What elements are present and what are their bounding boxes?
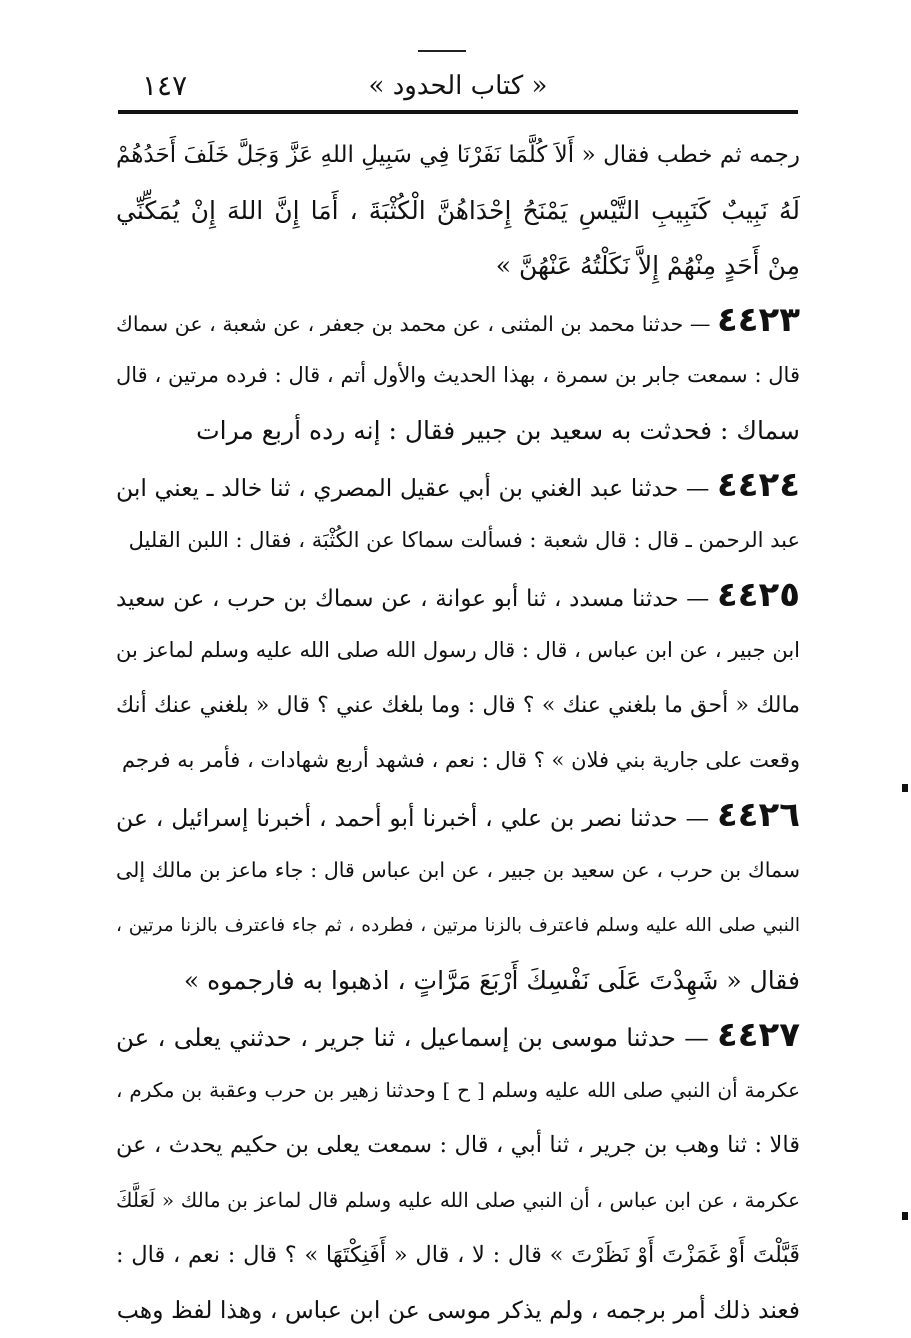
hadith-4426: [116, 788, 800, 1008]
text-line: فعند ذلك أمر برجمه ، ولم يذكر موسى عن ابن عباس ، وهذا لفظ وهب: [116, 1296, 800, 1324]
text-line: [116, 1008, 800, 1063]
text-line: [116, 568, 800, 623]
book-title: « كتاب الحدود »: [368, 71, 548, 101]
line-text: — حدثنا موسى بن إسماعيل ، ثنا جرير ، حدثني يعلى ، عن: [116, 1023, 709, 1052]
text-line: سماك بن حرب ، عن سعيد بن جبير ، عن ابن عباس قال : جاء ماعز بن مالك إلى: [116, 858, 800, 882]
hadith-4424: [116, 458, 800, 568]
line-text: — حدثنا نصر بن علي ، أخبرنا أبو أحمد ، أخبرنا إسرائيل ، عن: [116, 804, 710, 832]
running-header: [118, 66, 798, 106]
top-ornament-rule: [418, 50, 466, 52]
header-rule: [118, 110, 798, 114]
text-line: ابن جبير ، عن ابن عباس ، قال : قال رسول الله صلى الله عليه وسلم لماعز بن: [116, 638, 800, 662]
text-line: عكرمة ، عن ابن عباس ، أن النبي صلى الله عليه وسلم قال لماعز بن مالك « لَعَلَّكَ: [116, 1188, 800, 1212]
text-line: عكرمة أن النبي صلى الله عليه وسلم [ ح ] وحدثنا زهير بن حرب وعقبة بن مكرم ،: [116, 1078, 800, 1102]
page-number: ١٤٧: [142, 69, 188, 102]
hadith-4425: [116, 568, 800, 788]
text-line: قالا : ثنا وهب بن جرير ، ثنا أبي ، قال : سمعت يعلى بن حكيم يحدث ، عن: [116, 1132, 800, 1158]
paragraph-continuation: [116, 128, 800, 293]
line-text: — حدثنا عبد الغني بن أبي عقيل المصري ، ثنا خالد ـ يعني ابن: [116, 474, 710, 502]
text-line: قال : سمعت جابر بن سمرة ، بهذا الحديث والأول أتم ، قال : فرده مرتين ، قال: [116, 363, 800, 387]
text-line: النبي صلى الله عليه وسلم فاعترف بالزنا مرتين ، فطرده ، ثم جاء فاعترف بالزنا مرتين ،: [116, 915, 800, 936]
text-line: رجمه ثم خطب فقال « أَلاَ كُلَّمَا نَفَرْنَا فِي سَبِيلِ اللهِ عَزَّ وَجَلَّ خَلَفَ أَحَدُهُمْ: [116, 142, 800, 168]
hadith-4427: [116, 1008, 800, 1338]
line-text: — حدثنا مسدد ، ثنا أبو عوانة ، عن سماك بن حرب ، عن سعيد: [116, 586, 710, 612]
hadith-number: ٤٤٢٦: [716, 795, 800, 835]
text-line: لَهُ نَبِيبٌ كَنَبِيبِ التَّيْسِ يَمْنَحُ إِحْدَاهُنَّ الْكُثْبَةَ ، أَمَا إِنَّ اللهَ إِنْ يُمَكِّنِّي: [116, 196, 800, 225]
text-line: [116, 458, 800, 513]
text-line: [116, 293, 800, 348]
scan-speck: [902, 784, 908, 792]
text-line: [116, 788, 800, 843]
line-text: — حدثنا محمد بن المثنى ، عن محمد بن جعفر ، عن شعبة ، عن سماك: [116, 312, 711, 336]
text-line: مِنْ أَحَدٍ مِنْهُمْ إِلاَّ نَكَلْتُهُ عَنْهُنَّ »: [495, 251, 800, 280]
text-line: عبد الرحمن ـ قال : قال شعبة : فسألت سماكا عن الكُثْبَة ، فقال : اللبن القليل: [128, 528, 800, 552]
body-text: [116, 128, 800, 1338]
hadith-4423: [116, 293, 800, 458]
scan-speck: [902, 1212, 908, 1220]
hadith-number: ٤٤٢٧: [716, 1015, 800, 1055]
text-line: فقال « شَهِدْتَ عَلَى نَفْسِكَ أَرْبَعَ مَرَّاتٍ ، اذهبوا به فارجموه »: [183, 966, 800, 995]
hadith-number: ٤٤٢٣: [716, 300, 800, 340]
text-line: وقعت على جارية بني فلان » ؟ قال : نعم ، فشهد أربع شهادات ، فأمر به فرجم: [121, 748, 800, 772]
text-line: قَبَّلْتَ أَوْ غَمَزْتَ أَوْ نَظَرْتَ » قال : لا ، قال « أَفَنِكْتَهَا » ؟ قال : نعم ، قال :: [116, 1242, 800, 1268]
hadith-number: ٤٤٢٥: [716, 575, 800, 615]
text-line: سماك : فحدثت به سعيد بن جبير فقال : إنه رده أربع مرات: [196, 416, 800, 445]
hadith-number: ٤٤٢٤: [716, 465, 800, 505]
text-line: مالك « أحق ما بلغني عنك » ؟ قال : وما بلغك عني ؟ قال « بلغني عنك أنك: [116, 693, 800, 718]
